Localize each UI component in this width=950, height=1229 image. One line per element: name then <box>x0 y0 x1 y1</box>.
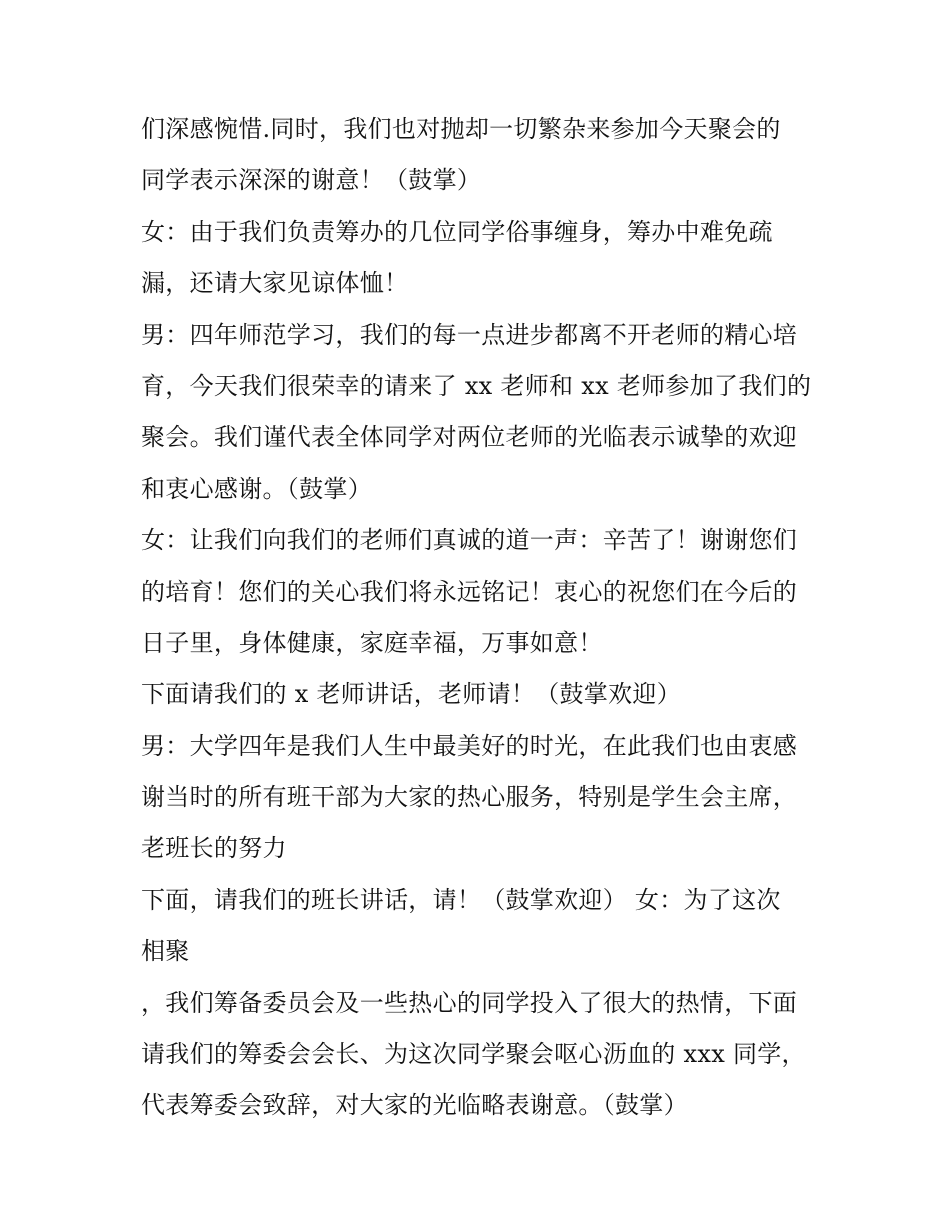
text-line: 们深感惋惜.同时，我们也对抛却一切繁杂来参加今天聚会的 <box>141 115 781 143</box>
text-line: 请我们的筹委会会长、为这次同学聚会呕心沥血的 xxx 同学， <box>141 1040 806 1069</box>
text-line: 和衷心感谢。（鼓掌） <box>141 474 372 503</box>
text-line: 相聚 <box>141 937 190 966</box>
text-line: 老班长的努力 <box>141 834 287 863</box>
text-line: 聚会。我们谨代表全体同学对两位老师的光临表示诚挚的欢迎 <box>141 423 798 452</box>
text-line: 漏，还请大家见谅体恤！ <box>141 269 409 298</box>
text-line: 同学表示深深的谢意！（鼓掌） <box>141 166 482 195</box>
text-line: 育，今天我们很荣幸的请来了 xx 老师和 xx 老师参加了我们的 <box>141 371 812 400</box>
text-line: 女：让我们向我们的老师们真诚的道一声：辛苦了！谢谢您们 <box>141 526 798 555</box>
text-line: 的培育！您们的关心我们将永远铭记！衷心的祝您们在今后的 <box>141 577 798 606</box>
text-line: 下面请我们的 x 老师讲话，老师请！（鼓掌欢迎） <box>141 680 681 709</box>
text-line: ，我们筹备委员会及一些热心的同学投入了很大的热情，下面 <box>141 988 798 1017</box>
text-line: 谢当时的所有班干部为大家的热心服务，特别是学生会主席， <box>141 783 798 812</box>
text-line: 代表筹委会致辞，对大家的光临略表谢意。（鼓掌） <box>141 1091 688 1120</box>
text-line: 女：由于我们负责筹办的几位同学俗事缠身，筹办中难免疏 <box>141 217 773 246</box>
document-body <box>141 104 821 1132</box>
text-line: 男：四年师范学习，我们的每一点进步都离不开老师的精心培 <box>141 320 798 349</box>
text-line: 日子里，身体健康，家庭幸福，万事如意！ <box>141 628 603 657</box>
text-line: 男：大学四年是我们人生中最美好的时光，在此我们也由衷感 <box>141 731 798 760</box>
text-line: 下面，请我们的班长讲话，请！（鼓掌欢迎） 女：为了这次 <box>141 885 781 914</box>
